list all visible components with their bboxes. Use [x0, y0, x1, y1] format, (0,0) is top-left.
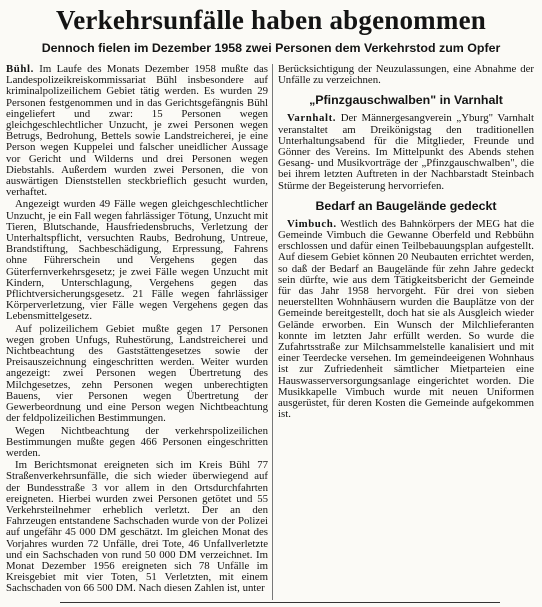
- column-divider: [272, 64, 273, 600]
- paragraph-police-measures: Auf polizeilichem Gebiet mußte gegen 17 Personen wegen groben Unfugs, Ruhestörung, Landstreicherei und Nichtbeachtung des Gaststättengesetzes sowie der Preisauszeichnung eingeschritten werden. Weiter wurden angezeigt: zwei Personen wegen Übertretung des Milchgesetzes, zehn Personen wegen unberechtigten Bauens, vier Personen wegen Übertretung der Gewerbeordnung und eine Person wegen Nichtbeachtung der feldpolizeilichen Bestimmungen.: [6, 322, 268, 425]
- article-subheadline: Dennoch fielen im Dezember 1958 zwei Personen dem Verkehrstod zum Opfer: [41, 41, 501, 55]
- section-title-baugelaende: Bedarf an Baugelände gedeckt: [315, 198, 497, 213]
- paragraph-reports: Angezeigt wurden 49 Fälle wegen gleichgeschlechtlicher Unzucht, je ein Fall wegen fahrlässiger Tötung, Unzucht mit Tieren, Blutschande, Hausfriedensbruchs, Verletzung der Unterhaltspflicht, versuchten Raubs, Bedrohung, Untreue, Brandstiftung, Sachbeschädigung, Erpressung, Fahrens ohne Führerschein und Vergehens gegen das Güterfernverkehrsgesetz; je zwei Fälle wegen Unzucht mit Kindern, Unterschlagung, Vergehens gegen das Pflichtversicherungsgesetz. 21 Fälle wegen fahrlässiger Körperverletzung, vier Fälle wegen Vergehens gegen das Lebensmittelgesetz.: [6, 198, 268, 323]
- paragraph-varnhalt: [278, 113, 534, 191]
- paragraph-traffic-rules: Wegen Nichtbeachtung der verkehrspolizeilichen Bestimmungen mußte gegen 466 Personen eingeschritten werden.: [6, 424, 268, 459]
- dateline-varnhalt: Varnhalt.: [287, 112, 337, 125]
- paragraph-accidents-continued: Berücksichtigung der Neuzulassungen, eine Abnahme der Unfälle zu verzeichnen.: [278, 64, 534, 87]
- paragraph-accidents: Im Berichtsmonat ereigneten sich im Kreis Bühl 77 Straßenverkehrsunfälle, die sich wieder überwiegend auf der Bundesstraße 3 vor allem in den Ortsdurchfahrten ereigneten. Hierbei wurden zwei Personen getötet und 55 Verkehrsteilnehmer erheblich verletzt. Der an den Fahrzeugen entstandene Sachschaden wurde von der Polizei auf ungefähr 45 000 DM geschätzt. Im gleichen Monat des Vorjahres wurden 72 Unfälle, drei Tote, 46 Unfallverletzte und ein Sachschaden von rund 50 000 DM verzeichnet. Im Monat Dezember 1956 ereigneten sich 78 Unfälle im Kreisgebiet mit vier Toten, 51 Verletzten, mit einem Sachschaden von 66 500 DM. Nach diesen Zahlen ist, unter: [6, 459, 268, 595]
- section-title-pfinzgauschwalben: „Pfinzgauschwalben" in Varnhalt: [309, 93, 503, 108]
- paragraph-vimbuch: [278, 219, 534, 421]
- paragraph-vimbuch-text: Westlich des Bahnkörpers der MEG hat die Gemeinde Vimbuch die Gewanne Oberfeld und Rebbühn erschlossen und dafür einen Teilbebauungsplan aufgestellt. Auf diesem Gebiet können 20 Neubauten errichtet werden, so daß der Bedarf an Baugelände für zehn Jahre gedeckt sein dürfte, wie aus dem Tätigkeitsbericht der Gemeinde für das Jahr 1958 hervorgeht. Für drei von sieben neuerstellten Wohnhäusern wurden die Bauplätze von der Gemeinde bereitgestellt, doch hat sie als Ausgleich wieder Gelände erworben. Ein Wunsch der Milchlieferanten konnte im letzten Jahr erfüllt werden. So wurde die Zufahrtsstraße zur Milchsammelstelle kanalisiert und mit einer Teerdecke versehen. Im gemeindeeigenen Wohnhaus ist zur Zufriedenheit sämtlicher Mietparteien eine Hauswasserversorgungsanlage eingerichtet worden. Die Musikkapelle Vimbuch wurde mit neuen Uniformen ausgerüstet, für deren Kosten die Gemeinde aufgekommen ist.: [278, 217, 534, 421]
- bottom-rule: [60, 602, 500, 603]
- left-column: [6, 64, 268, 600]
- dateline-vimbuch: Vimbuch.: [287, 217, 337, 230]
- paragraph-intro: [6, 64, 268, 198]
- article-headline: Verkehrsunfälle haben abgenommen: [56, 5, 486, 35]
- paragraph-intro-text: Im Laufe des Monats Dezember 1958 mußte das Landespolizeikreiskommissariat Bühl insbesondere auf kriminalpolizeilichem Gebiet tätig werden. Es wurden 29 Personen festgenommen und in das Gerichtsgefängnis Bühl eingeliefert und zwar: 15 Personen wegen gleichgeschlechtlicher Unzucht, je zwei Personen wegen Betrugs, Bedrohung, Bettels sowie Landstreicherei, je eine Person wegen Kuppelei und falscher uneidlicher Aussage vor Gericht und Wilderns und drei Personen wegen Diebstahls. Außerdem wurden zwei Personen, die von auswärtigen Dienststellen steckbrieflich gesucht wurden, verhaftet.: [6, 64, 268, 199]
- dateline-buehl: Bühl.: [6, 64, 34, 75]
- right-column: [278, 64, 534, 600]
- paragraph-varnhalt-text: Der Männergesangverein „Yburg" Varnhalt veranstaltet am Dreikönigstag den traditionellen Unterhaltungsabend für die Mitglieder, Freunde und Gönner des Vereins. Im Mittelpunkt des Abends stehen Gesang- und Musikvorträge der „Pfinzgauschwalben", die bei ihrem letzten Auftreten in der Nachbarstadt Steinbach Stürme der Begeisterung hervorriefen.: [278, 112, 534, 192]
